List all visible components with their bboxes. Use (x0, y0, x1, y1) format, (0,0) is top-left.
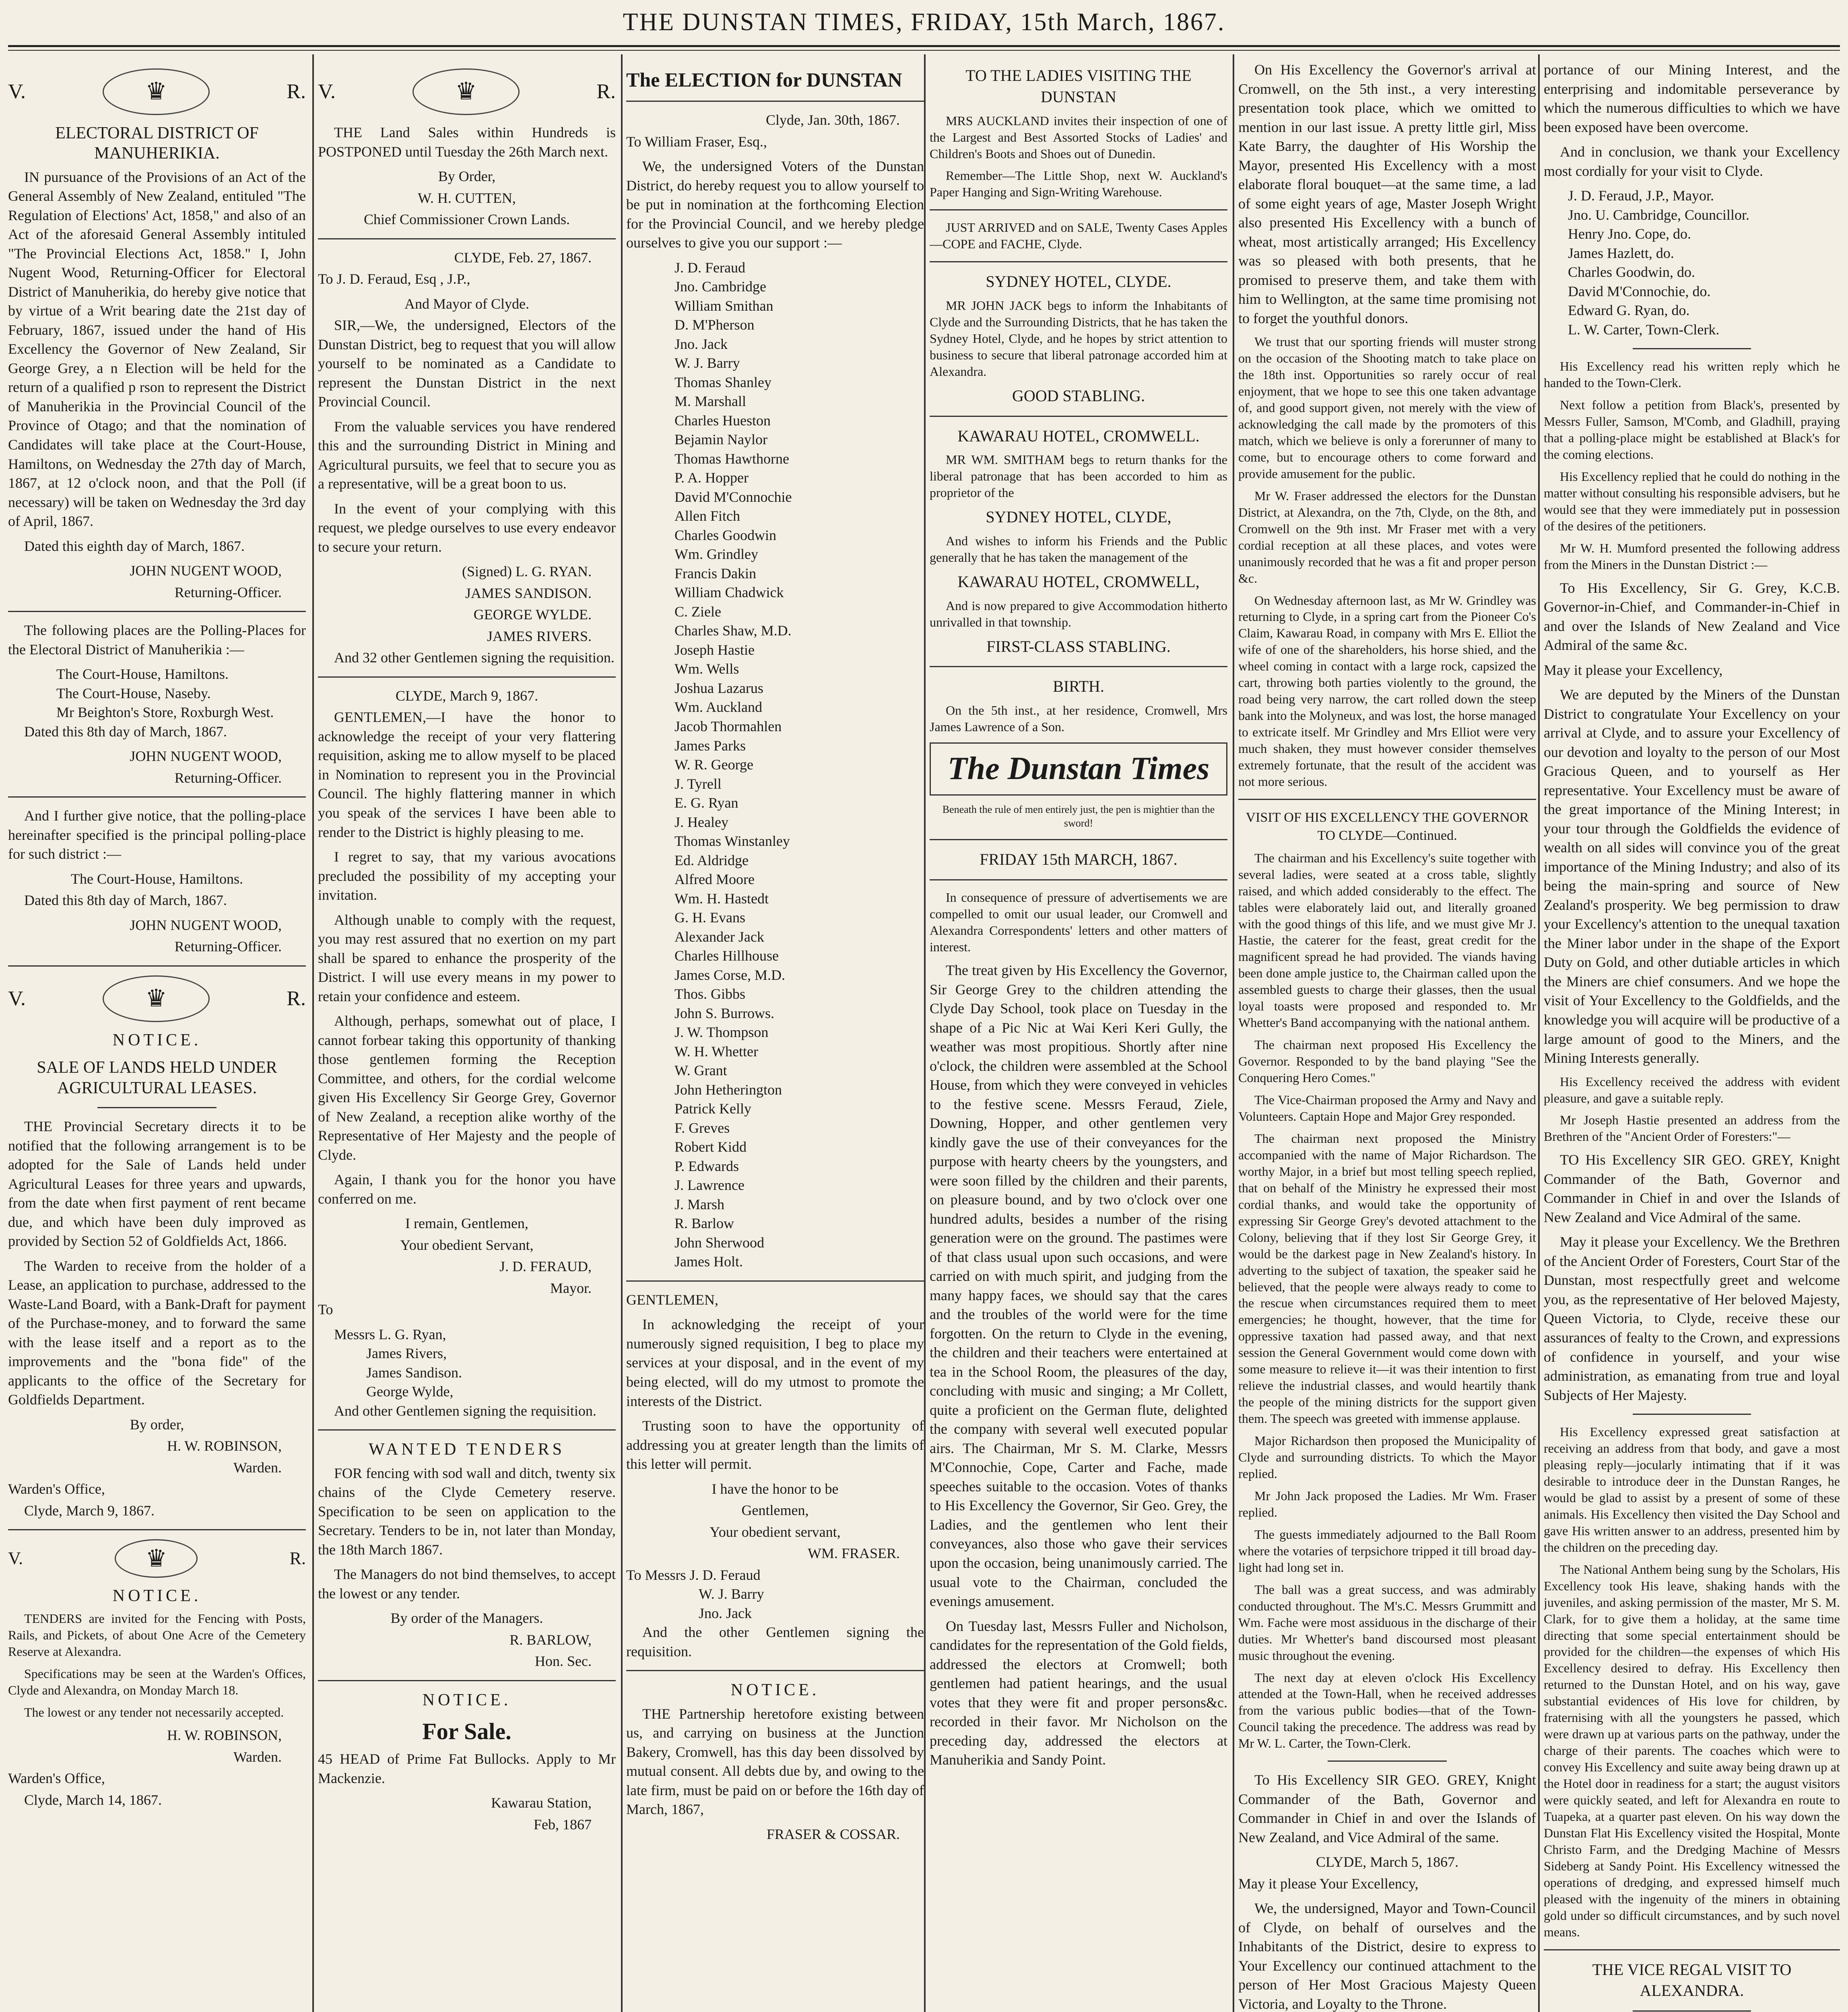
separator (930, 666, 1227, 667)
signatory-name: J. Healey (674, 814, 728, 830)
signature: GEORGE WYLDE. (473, 606, 592, 623)
signatory-name: William Smithan (674, 297, 773, 314)
editorial-paragraph: In consequence of pressure of advertisements we are compelled to omit our usual leader, our Cromwell and Alexandra Correspondents' letters and other matters of interest. (930, 890, 1227, 954)
signatory-name: J. Tyrell (674, 775, 722, 792)
signatory-name: Allen Fitch (674, 508, 740, 524)
royal-crest (318, 68, 616, 115)
signatory-name: Robert Kidd (674, 1139, 747, 1155)
separator (8, 796, 306, 798)
signatory-name: Thos. Gibbs (674, 986, 746, 1002)
signatory-name: Jno. U. Cambridge, Councillor. (1568, 206, 1749, 223)
article-paragraph: The National Anthem being sung by the Scholars, His Excellency took His leave, shaking hands with the juveniles, and asking permission of the master, Mr S. M. Clark, for to give them a holiday, at the same time directing that some special entertainment should be provided for the children—the expenses of which His Excellency desired to defray. His Excellency then returned to the Dunstan Hotel, and on his way, gave substantial evidences of His love for children, by fraternising with all the youngsters he passed, which were drawn up at various parts on the pathway, under the charge of their parents. The coaches which were to convey His Excellency and suite away being drawn up at the Hotel door in readiness for a start; the august visitors were quickly seated, and left for Alexandra en route to Tuapeka, at a quarter past eleven. On his way down the Dunstan Flat His Excellency visited the Hospital, Monte Christo Farm, and the Dredging Machine of Messrs Sideberg at Sandy Point. His Excellency witnessed the operations of dredging, and expressed himself much pleased with the ingenuity of the miners in obtaining gold under so difficult circumstances, and by such novel means. (1544, 1562, 1840, 1939)
list-item: The Court-House, Naseby. (56, 685, 211, 701)
column-rule (1538, 54, 1540, 2012)
signatory-name: Thomas Shanley (674, 374, 771, 390)
section-heading: KAWARAU HOTEL, CROMWELL. (957, 427, 1200, 445)
article-paragraph: The next day at eleven o'clock His Excellency attended at the Town-Hall, when he received addresses from the various public bodies—that of the Town-Council taking the precedence. The address was read by Mr W. L. Carter, the Town-Clerk. (1238, 1670, 1536, 1751)
editorial-paragraph: The treat given by His Excellency the Governor, Sir George Grey to the children attending the Clyde Day School, took place on Tuesday in the shape of a Pic Nic at Wai Keri Keri Gully, the weather was most propitious. Shortly after nine o'clock, the children were assembled at the School House, from which they were conveyed in vehicles to the festive scene. Messrs Feraud, Ziele, Downing, Hopper, and other gentlemen very kindly gave the use of their conveyances for the purpose with hearty cheers by the youngsters, and were soon filled by the children and their parents, on pleasure bound, and by two o'clock over one hundred adults, besides a number of the rising generation were on the ground. The pastimes were of that class usual upon such occasions, and were carried on with much spirit, and judging from the many happy faces, we should say that the cares and the troubles of the world were for the time forgotten. On the return to Clyde in the evening, the children and their teachers were entertained at tea in the School Room, the pleasures of the day, concluding with music and singing; a Mr Collett, quite a proficient on the German flute, delighted the company with several well executed popular airs. The Chairman, Mr S. M. Clarke, Messrs M'Connochie, Cope, Carter and Fache, made speeches suitable to the occasion. Votes of thanks to His Excellency the Governor, Sir Geo. Grey, the Ladies, and the gentlemen who lent their conveyances, also those who gave their services upon the occasion, being unanimously carried. The usual vote to the Chairman, concluded the evenings amusement. (930, 962, 1227, 1610)
article-paragraph: His Excellency read his written reply which he handed to the Town-Clerk. (1544, 359, 1840, 390)
section-heading: SYDNEY HOTEL, CLYDE. (986, 272, 1172, 291)
article-paragraph: On Wednesday afternoon last, as Mr W. Grindley was returning to Clyde, in a spring cart from the Pioneer Co's Claim, Kawarau Road, in company with Mrs E. Elliot the wife of one of the shareholders, his horse shied, and the wheel coming in contact with a large rock, capsized the cart, throwing both parties violently to the ground, the road being very narrow, the cart rolled down the steep bank into the Molyneux, and was lost, the horse managed to extricate itself. Mr Grindley and Mrs Elliot were very much shaken, they must however consider themselves extremely fortunate, that the result of the accident was not more serious. (1238, 593, 1536, 789)
addressee: Jno. Jack (699, 1605, 752, 1621)
advert-body: JUST ARRIVED and on SALE, Twenty Cases Apples—COPE and FACHE, Clyde. (930, 220, 1227, 252)
royal-crest (8, 68, 306, 115)
addressee: To J. D. Feraud, Esq , J.P., (318, 271, 470, 287)
signature: J. D. FERAUD, (499, 1258, 592, 1275)
polling-places-list (8, 665, 306, 722)
letter-body: I regret to say, that my various avocations precluded the possibility of my accepting your invitation. (318, 849, 616, 903)
separator (930, 879, 1227, 880)
article-paragraph: The Vice-Chairman proposed the Army and Navy and Volunteers. Captain Hope and Major Grey responded. (1238, 1093, 1536, 1124)
article-paragraph: The chairman next proposed the Ministry accompanied with the name of Major Richardson. The worthy Major, in a brief but most telling speech replied, that on behalf of the Ministry he expressed their most cordial thanks, and would take the opportunity of expressing Sir George Grey's devoted attachment to the Colony, believing that if they lost Sir George Grey, it would be the darkest page in New Zealand's history. In adverting to the subject of taxation, the speaker said he believed, that the people were always ready to come to the rescue when circumstances required them to meet emergencies; he thought, however, that the time for oppressive taxation had passed away, and that next session the General Government would come down with some measure to relieve it—it was their intention to first relieve the industrial classes, and would heartily thank the people of the mining districts for the support given them. The speech was greeted with immense applause. (1238, 1131, 1536, 1426)
separator (1328, 1760, 1447, 1762)
advert-body: MR WM. SMITHAM begs to return thanks for the liberal patronage that has been accorded to him as proprietor of the (930, 452, 1227, 500)
address-body: We are deputed by the Miners of the Dunstan District to congratulate Your Excellency on your arrival at Clyde, and to assure your Excellency of our devotion and loyalty to the person of our Most Gracious Queen, and to yourself as Her representative. Your Excellency must be aware of the great importance of the Mining Interest; in your tour through the Goldfields the evidence of wealth on all sides will convince you of the great importance of the Mining Industry; and also of its being the main-spring and source of New Zealand's prosperity. We beg permission to draw your Excellency's attention to the unequal taxation the Miner labor under in the shape of the Export Duty on Gold, and other dutiable articles in which the Miners are chief consumers. And we hope the visit of Your Excellency to the Goldfields, and the knowledge you will acquire will be productive of a large amount of good to the Miners, and the Mining Interests generally. (1544, 686, 1840, 1066)
signatory-name: Charles Hueston (674, 412, 771, 429)
signatory-name: D. M'Pherson (674, 317, 755, 333)
signatory-name: James Corse, M.D. (674, 967, 785, 983)
royal-arms-icon: ♛ (103, 975, 210, 1022)
by-order: By Order, (438, 168, 496, 185)
dated-line: CLYDE, March 9, 1867. (395, 687, 538, 704)
section-heading: ELECTORAL DISTRICT OF MANUHERIKIA. (55, 124, 259, 163)
signature-title: Warden. (233, 1459, 282, 1476)
article-paragraph: Mr W. H. Mumford presented the following address from the Miners in the Dunstan District :— (1544, 540, 1840, 572)
signatory-name: Wm. Wells (674, 661, 739, 677)
column-rule (1233, 54, 1234, 2012)
section-heading: SYDNEY HOTEL, CLYDE, (986, 508, 1172, 526)
list-item: Mr Beighton's Store, Roxburgh West. (56, 704, 274, 721)
signatory-name: John Sherwood (674, 1234, 764, 1251)
column-rule (924, 54, 926, 2012)
newspaper-masthead: The Dunstan Times (930, 742, 1227, 796)
masthead-motto: Beneath the rule of men entirely just, the pen is mightier than the sword! (942, 803, 1215, 829)
signature: (Signed) L. G. RYAN. (462, 563, 592, 580)
column-3 (626, 60, 924, 2012)
signatory-name: Jno. Jack (674, 336, 728, 352)
section-heading: GOOD STABLING. (1012, 386, 1145, 405)
by-order: By order of the Managers. (390, 1610, 543, 1627)
signatory-name: Alexander Jack (674, 928, 764, 945)
signature: JAMES RIVERS. (487, 628, 592, 644)
section-heading: The ELECTION for DUNSTAN (626, 68, 902, 91)
notice-body: THE Land Sales within Hundreds is POSTPONED until Tuesday the 26th March next. (318, 124, 616, 160)
signature: H. W. ROBINSON, (167, 1438, 282, 1454)
signatories-list (1544, 186, 1840, 339)
signatory-name: J. Marsh (674, 1196, 724, 1212)
office-line: Warden's Office, (8, 1481, 105, 1497)
signatory-name: Joshua Lazarus (674, 680, 763, 696)
signatories-list (626, 258, 924, 1272)
notice-body: The Managers do not bind themselves, to accept the lowest or any tender. (318, 1566, 616, 1602)
signature-title: Hon. Sec. (535, 1653, 592, 1670)
notice-body: The Warden to receive from the holder of a Lease, an application to purchase, addressed to the Waste-Land Board, with a Bank-Draft for payment of the Purchase-money, and to forward the same with the lease itself and a report as to the improvements and the "bona fide" of the applicants to the office of the Secretary for Goldfields Department. (8, 1258, 306, 1408)
editorial-paragraph: On Tuesday last, Messrs Fuller and Nicholson, candidates for the representation of the Gold fields, addressed the electors at Cromwell; both gentlemen had patient hearings, and the usual votes that they were fit and proper persons&c. recorded in their favor. Mr Nicholson on the preceding day, addressed the electors at Manuherikia and Sandy Point. (930, 1618, 1227, 1768)
letter-body: And other Gentlemen signing the requisition. (334, 1402, 596, 1419)
separator (930, 416, 1227, 417)
signatory-name: Alfred Moore (674, 871, 755, 888)
section-heading: FIRST-CLASS STABLING. (986, 637, 1171, 656)
signatory-name: G. H. Evans (674, 909, 745, 926)
article-paragraph: His Excellency received the address with evident pleasure, and gave a suitable reply. (1544, 1074, 1840, 1105)
crest-v-label: V. (8, 987, 26, 1010)
column-rule (312, 54, 314, 2012)
separator (318, 238, 616, 239)
address-body: We, the undersigned, Mayor and Town-Council of Clyde, on behalf of ourselves and the Inhabitants of the District, desire to express to Your Excellency our continued attachment to the person of Her Most Gracious Majesty Queen Victoria, and Loyalty to the Throne. (1238, 1900, 1536, 2012)
separator (1633, 1414, 1751, 1415)
article-paragraph: We trust that our sporting friends will muster strong on the occasion of the Shooting match to take place on the 18th inst. Opportunities so rarely occur of real enjoyment, that we hope to see this one taken advantage of, and good support given, not merely with the view of acknowledging the call made by the promoters of this match, which we believe is only a forerunner of many to come, but to encourage others to come forward and provide amusement for the public. (1238, 334, 1536, 481)
newspaper-header-title: THE DUNSTAN TIMES, FRIDAY, 15th March, 1867. (623, 8, 1225, 36)
notice-body: The lowest or any tender not necessarily accepted. (24, 1705, 284, 1719)
signatory-name: Patrick Kelly (674, 1101, 751, 1117)
separator (1633, 2010, 1751, 2012)
section-heading: SALE OF LANDS HELD UNDER AGRICULTURAL LEASES. (37, 1058, 277, 1097)
header-rule (8, 45, 1840, 47)
letter-body: We, the undersigned Voters of the Dunstan District, do hereby request you to allow yourself to be put in nomination at the forthcoming Election for the Provincial Council, and we hereby pledge ourselves to give you our support :— (626, 158, 924, 251)
article-paragraph: His Excellency expressed great satisfaction at receiving an address from that body, and gave a most pleasing reply—jocularly intimating that if it was desirable to introduce deer in the Dunstan Ranges, he would be glad to assist by a present of some of these animals. His Excellency then visited the Day School and gave His written answer to an address, presented him by the children on the preceding day. (1544, 1424, 1840, 1554)
advert-body: And is now prepared to give Accommodation hitherto unrivalled in that township. (930, 598, 1227, 629)
advert-body: On the 5th inst., at her residence, Cromwell, Mrs James Lawrence of a Son. (930, 703, 1227, 734)
dateline: FRIDAY 15th MARCH, 1867. (980, 850, 1178, 869)
crest-v-label: V. (318, 80, 336, 103)
addressee-list (318, 1325, 616, 1402)
signatory-name: Thomas Hawthorne (674, 450, 789, 467)
signatory-name: L. W. Carter, Town-Clerk. (1568, 321, 1720, 338)
signature: H. W. ROBINSON, (167, 1727, 282, 1744)
addressee: To Messrs J. D. Feraud (626, 1567, 761, 1583)
letter-body: In the event of your complying with this request, we pledge ourselves to use every endeavor to secure your return. (318, 500, 616, 555)
office-line: Warden's Office, (8, 1770, 105, 1787)
column-6 (1544, 60, 1840, 2012)
signatory-name: Bejamin Naylor (674, 431, 767, 448)
crest-v-label: V. (8, 80, 26, 103)
signatory-name: J. D. Feraud, J.P., Mayor. (1568, 188, 1714, 204)
signatory-name: J. W. Thompson (674, 1024, 769, 1041)
separator (930, 839, 1227, 840)
section-heading: THE VICE REGAL VISIT TO ALEXANDRA. (1592, 1960, 1792, 2000)
separator (626, 1670, 924, 1671)
royal-arms-icon: ♛ (103, 68, 210, 115)
column-4 (930, 60, 1227, 2012)
signatory-name: Wm. Grindley (674, 546, 758, 563)
signatory-name: Jno. Cambridge (674, 278, 766, 295)
closing: I have the honor to be (712, 1480, 839, 1497)
signatory-name: David M'Connochie (674, 489, 792, 505)
letter-body: Again, I thank you for the honor you have conferred on me. (318, 1171, 616, 1207)
signatory-name: E. G. Ryan (674, 795, 738, 811)
section-heading: BIRTH. (1053, 677, 1104, 696)
signatory-name: William Chadwick (674, 584, 784, 601)
notice-body: The following places are the Polling-Places for the Electoral District of Manuherikia :— (8, 622, 306, 658)
signature: JOHN NUGENT WOOD, (130, 748, 282, 765)
signatory-name: Francis Dakin (674, 565, 756, 581)
separator (626, 101, 924, 102)
letter-body: Trusting soon to have the opportunity of addressing you at greater length than the limits of this letter will permit. (626, 1418, 924, 1472)
signatory-name: P. Edwards (674, 1158, 739, 1174)
article-paragraph: Mr John Jack proposed the Ladies. Mr Wm. Fraser replied. (1238, 1488, 1536, 1519)
article-paragraph: Major Richardson then proposed the Municipality of Clyde and surrounding districts. To which the Mayor replied. (1238, 1433, 1536, 1481)
letter-body: And 32 other Gentlemen signing the requisition. (334, 649, 615, 666)
article-paragraph: His Excellency replied that he could do nothing in the matter without consulting his responsible advisers, but he would see that they were immediately put in possession of the desires of the petitioners. (1544, 469, 1840, 533)
column-2 (318, 60, 616, 2012)
signature: JOHN NUGENT WOOD, (130, 563, 282, 579)
column-5 (1238, 60, 1536, 2012)
letter-body: And the other Gentlemen signing the requisition. (626, 1624, 924, 1659)
crest-v-label: V. (8, 1548, 23, 1569)
crest-r-label: R. (596, 80, 616, 103)
article-paragraph: The guests immediately adjourned to the Ball Room where the votaries of terpsichore tripped it till broad day-light had long set in. (1238, 1527, 1536, 1575)
signatory-name: J. Lawrence (674, 1177, 745, 1194)
article-paragraph: Mr Joseph Hastie presented an address from the Brethren of the "Ancient Order of Foresters:"— (1544, 1113, 1840, 1144)
column-1 (8, 60, 306, 2012)
signatory-name: J. D. Feraud (674, 259, 745, 276)
separator (1238, 799, 1536, 800)
header-rule-thin (8, 50, 1840, 51)
crest-r-label: R. (289, 1548, 306, 1569)
signatory-name: Charles Goodwin (674, 527, 776, 543)
list-item: George Wylde, (366, 1383, 454, 1400)
address-body: And in conclusion, we thank your Excellency most cordially for your visit to Clyde. (1544, 144, 1840, 179)
separator (8, 1529, 306, 1530)
section-heading: VISIT OF HIS EXCELLENCY THE GOVERNOR TO CLYDE—Continued. (1246, 810, 1529, 843)
signatory-name: James Holt. (674, 1253, 743, 1270)
royal-arms-icon: ♛ (412, 68, 520, 115)
signatory-name: W. R. George (674, 757, 753, 773)
notice-body: FOR fencing with sod wall and ditch, twenty six chains of the Clyde Cemetery reserve. Specification to be seen on application to the Secretary. Tenders to be in, not later than Monday, the 18th March 1867. (318, 1465, 616, 1558)
notice-body: TENDERS are invited for the Fencing with Posts, Rails, and Pickets, of about One Acre of the Cemetery Reserve at Alexandra. (8, 1611, 306, 1659)
separator (318, 1680, 616, 1681)
signatory-name: John Hetherington (674, 1081, 782, 1098)
advert-body: MRS AUCKLAND invites their inspection of one of the Largest and Best Assorted Stocks of Ladies' and Children's Boots and Shoes out of Dunedin. (930, 113, 1227, 161)
addressee: To (318, 1301, 333, 1318)
crest-r-label: R. (287, 987, 306, 1010)
letter-body: SIR,—We, the undersigned, Electors of the Dunstan District, beg to request that you will allow yourself to be nominated as a Candidate to represent the Dunstan District in the next Provincial Council. (318, 317, 616, 410)
list-item: The Court-House, Hamiltons. (56, 666, 229, 682)
separator (626, 1280, 924, 1282)
signatory-name: James Hazlett, do. (1568, 245, 1674, 261)
closing: Your obedient Servant, (400, 1237, 534, 1253)
signatory-name: P. A. Hopper (674, 470, 749, 486)
signatory-name: M. Marshall (674, 393, 746, 410)
signatory-name: Henry Jno. Cope, do. (1568, 226, 1691, 242)
letter-body: From the valuable services you have rendered this and the surrounding District in Mining and Agricultural pursuits, we feel that to secure you as a representative, will be a great boon to us. (318, 418, 616, 492)
for-sale-heading: For Sale. (422, 1718, 512, 1745)
separator (318, 1429, 616, 1431)
notice-title: NOTICE. (112, 1587, 202, 1606)
by-order: By order, (130, 1416, 184, 1433)
signatory-name: Charles Goodwin, do. (1568, 264, 1695, 280)
letter-body: GENTLEMEN,—I have the honor to acknowledge the receipt of your very flattering requisition, asking me to allow myself to be placed in Nomination to represent you in the Provincial Council. The highly flattering manner in which you speak of the services I have been able to render to the District is highly pleasing to me. (318, 709, 616, 840)
separator (8, 611, 306, 612)
signatory-name: Edward G. Ryan, do. (1568, 302, 1690, 319)
signatory-name: Jacob Thormahlen (674, 718, 782, 734)
dated-line: Clyde, Jan. 30th, 1867. (766, 112, 900, 128)
signatory-name: James Parks (674, 737, 746, 754)
closing: I remain, Gentlemen, (405, 1215, 528, 1232)
notice-body: Specifications may be seen at the Warden's Offices, Clyde and Alexandra, on Monday March 18. (8, 1666, 306, 1697)
list-item: Messrs L. G. Ryan, (334, 1326, 446, 1342)
separator (1544, 1949, 1840, 1950)
salutation: GENTLEMEN, (626, 1291, 718, 1308)
signatory-name: Thomas Winstanley (674, 833, 790, 849)
section-heading: KAWARAU HOTEL, CROMWELL, (957, 572, 1200, 591)
article-paragraph: The ball was a great success, and was admirably conducted throughout. The M's.C. Messrs Grummitt and Wm. Fache were most assiduous in the discharge of their duties. Mr Whetter's band discoursed most pleasant music throughout the evening. (1238, 1582, 1536, 1663)
signatory-name: W. J. Barry (674, 355, 740, 371)
article-paragraph: The chairman next proposed His Excellency the Governor. Responded to by the band playing "See the Conquering Hero Comes." (1238, 1037, 1536, 1085)
column-rule (621, 54, 623, 2012)
separator (8, 965, 306, 967)
signature: JOHN NUGENT WOOD, (130, 917, 282, 933)
list-item: James Rivers, (366, 1345, 447, 1362)
section-heading: WANTED TENDERS (368, 1440, 565, 1459)
separator (930, 209, 1227, 210)
signatory-name: Wm. H. Hastedt (674, 890, 769, 907)
signatory-name: Ed. Aldridge (674, 852, 749, 868)
signatory-name: Charles Hillhouse (674, 948, 779, 964)
signatory-name: W. Grant (674, 1062, 727, 1079)
principal-place: The Court-House, Hamiltons. (71, 870, 243, 887)
notice-title: NOTICE. (730, 1681, 820, 1700)
advert-body: Remember—The Little Shop, next W. Auckland's Paper Hanging and Sign-Writing Warehouse. (930, 168, 1227, 200)
signature: FRASER & COSSAR. (766, 1826, 900, 1842)
notice-body: THE Partnership heretofore existing between us, and carrying on business at the Junction Bakery, Cromwell, has this day been dissolved by mutual consent. All debts due by, and owing to the late firm, must be paid on or before the 16th day of March, 1867, (626, 1705, 924, 1818)
salutation: May it please Your Excellency, (1238, 1875, 1419, 1892)
office-line: Clyde, March 9, 1867. (24, 1502, 155, 1519)
dated-line: Dated this eighth day of March, 1867. (24, 538, 245, 554)
section-heading: TO THE LADIES VISITING THE DUNSTAN (965, 66, 1192, 106)
notice-title: NOTICE. (422, 1691, 512, 1709)
signatory-name: R. Barlow (674, 1215, 734, 1232)
signature: JAMES SANDISON. (465, 585, 592, 601)
letter-body: In acknowledging the receipt of your numerously signed requisition, I beg to place my services at your disposal, and in the event of my being elected, will do my utmost to promote the interests of the District. (626, 1316, 924, 1409)
signature: WM. FRASER. (807, 1545, 900, 1562)
addressee: And Mayor of Clyde. (404, 295, 529, 312)
closing: Your obedient servant, (710, 1523, 841, 1540)
addressee: W. J. Barry (699, 1586, 764, 1602)
article-paragraph: Mr W. Fraser addressed the electors for the Dunstan District, at Alexandra, on the 7th, Clyde, on the 8th, and Cromwell on the 9th inst. Mr Fraser met with a very cordial reception at all these places, and votes were unanimously recorded that he was a fit and proper person &c. (1238, 488, 1536, 585)
dated-line: Dated this 8th day of March, 1867. (24, 892, 227, 909)
office-line: Clyde, March 14, 1867. (24, 1792, 162, 1808)
separator (318, 676, 616, 678)
letter-body: Although, perhaps, somewhat out of place, I cannot forbear taking this opportunity of thanking those gentlemen forming the Reception Committee, and others, for the cordial welcome given His Excellency Sir George Grey, Governor of New Zealand, a reception alike worthy of the Representative of Her Majesty and the people of Clyde. (318, 1013, 616, 1163)
signature-title: Warden. (233, 1748, 282, 1765)
salutation: May it please your Excellency, (1544, 662, 1723, 678)
address-body: May it please your Excellency. We the Brethren of the Ancient Order of Foresters, Court Star of the Dunstan, most respectfully greet and welcome you, as the representative of Her beloved Majesty, Queen Victoria, to Clyde, receive these our assurances of fealty to the Crown, and expressions of confidence in yourself, and your wise administration, as emanating from true and loyal Subjects of Her Majesty. (1544, 1234, 1840, 1403)
notice-body: And I further give notice, that the polling-place hereinafter specified is the principal polling-place for such district :— (8, 808, 306, 862)
closing: Gentlemen, (741, 1502, 809, 1519)
dated-line: Dated this 8th day of March, 1867. (24, 723, 227, 740)
separator (930, 261, 1227, 262)
notice-body: 45 HEAD of Prime Fat Bullocks. Apply to Mr Mackenzie. (318, 1750, 616, 1786)
page-header (0, 0, 1848, 44)
signatory-name: F. Greves (674, 1119, 730, 1136)
signature: W. H. CUTTEN, (418, 190, 516, 206)
signatory-name: John S. Burrows. (674, 1005, 775, 1021)
separator (97, 1107, 217, 1108)
address-body: portance of our Mining Interest, and the enterprising and indomitable perseverance by which the numerous difficulties to which we have been exposed have been overcome. (1544, 62, 1840, 135)
signatory-name: David M'Connochie, do. (1568, 283, 1711, 299)
signatory-name: W. H. Whetter (674, 1043, 758, 1060)
signature-title: Returning-Officer. (174, 584, 282, 600)
signatory-name: Joseph Hastie (674, 641, 755, 658)
notice-title: NOTICE. (112, 1031, 202, 1049)
signatory-name: C. Ziele (674, 603, 721, 620)
address-heading: TO His Excellency SIR GEO. GREY, Knight Commander of the Bath, Governor and Commander in Chief in and over the Islands of New Zealand and Vice Admiral of the same. (1544, 1152, 1840, 1225)
notice-body: THE Provincial Secretary directs it to be notified that the following arrangement is to be adopted for the Sale of Lands held under Agricultural Leases for three years and upwards, from the date when first payment of rent became due, and which have been duly improved as provided by Section 52 of Goldfields Act, 1866. (8, 1118, 306, 1249)
signature-title: Mayor. (550, 1280, 592, 1296)
article-paragraph: On His Excellency the Governor's arrival at Cromwell, on the 5th inst., a very interesting presentation took place, which we omitted to mention in our last issue. A pretty little girl, Miss Kate Barry, the daughter of His Worship the Mayor, presented His Excellency with a most elaborate floral bouquet—at the same time, a lad of some eight years of age, Master Joseph Wright also presented His Excellency with a bunch of wheat, most artistically arranged; His Excellency was so pleased with both presents, that he promised to preserve them, and take them with him to Wellington, at the same time promising not to forget the youthful donors. (1238, 62, 1536, 326)
dated-line: CLYDE, Feb. 27, 1867. (454, 249, 592, 266)
crest-r-label: R. (287, 80, 306, 103)
signature-title: Returning-Officer. (174, 938, 282, 955)
separator (1633, 348, 1751, 349)
dated-line: CLYDE, March 5, 1867. (1316, 1854, 1459, 1870)
address-heading: To His Excellency, Sir G. Grey, K.C.B. Governor-in-Chief, and Commander-in-Chief in and over the Islands of New Zealand and Vice Admiral of the same &c. (1544, 579, 1840, 653)
letter-body: Although unable to comply with the request, you may rest assured that no exertion on my part shall be spared to enhance the prosperity of the District. I will use every means in my power to retain your confidence and esteem. (318, 911, 616, 1004)
signature-title: Chief Commissioner Crown Lands. (364, 211, 570, 228)
signatory-name: Wm. Auckland (674, 699, 762, 715)
signature-title: Returning-Officer. (174, 769, 282, 786)
signature-title: Feb, 1867 (534, 1816, 592, 1833)
addressee: To William Fraser, Esq., (626, 133, 767, 150)
royal-arms-icon: ♛ (115, 1539, 198, 1578)
address-heading: To His Excellency SIR GEO. GREY, Knight Commander of the Bath, Governor and Commander in Chief in and over the Islands of New Zealand, and Vice Admiral of the same. (1238, 1772, 1536, 1845)
signatory-name: Charles Shaw, M.D. (674, 623, 792, 639)
signature: R. BARLOW, (509, 1631, 592, 1648)
advert-body: MR JOHN JACK begs to inform the Inhabitants of Clyde and the Surrounding Districts, that he has taken the Sydney Hotel, Clyde, and he hopes by strict attention to business to secure that liberal patronage accorded him at Alexandra. (930, 298, 1227, 379)
list-item: James Sandison. (366, 1364, 462, 1381)
article-paragraph: The chairman and his Excellency's suite together with several ladies, were seated at a cross table, slightly raised, and which added considerably to the effect. The tables were elaborately laid out, and literally groaned with the good things of this life, and we must give Mr J. Hastie, the caterer for the feast, great credit for the magnificent spread he had provided. The viands having been done ample justice to, the Chairman called upon the assembled guests to charge their glasses, then the usual loyal toasts were proposed and responded to. Mr Whetter's Band accompanying with the national anthem. (1238, 850, 1536, 1030)
notice-body: IN pursuance of the Provisions of an Act of the General Assembly of New Zealand, entituled "The Regulation of Elections' Act, 1858," and also of an Act of the aforesaid General Assembly intituled "The Provincial Elections Act, 1858." I, John Nugent Wood, Returning-Officer for Electoral District of Manuherikia, do hereby give notice that by virtue of a Writ bearing date the 21st day of February, 1867, issued under the hand of His Excellency the Governor of New Zealand, Sir George Grey, a n Election will be held for the return of a qualified p rson to represent the District of Manuherikia in the Provincial Council of the Province of Otago; and that the nomination of Candidates will take place at the Court-House, Hamiltons, on Wednesday the 27th day of March, 1867, at 12 o'clock noon, and that the Poll (if necessary) will be taken on Wednesday the 3rd day of April, 1867. (8, 169, 306, 530)
article-paragraph: Next follow a petition from Black's, presented by Messrs Fuller, Samson, M'Comb, and Gladhill, praying that a polling-place might be established at Black's for the coming elections. (1544, 398, 1840, 462)
royal-crest (8, 975, 306, 1022)
signature: Kawarau Station, (491, 1795, 592, 1811)
royal-crest (8, 1539, 306, 1578)
advert-body: And wishes to inform his Friends and the Public generally that he has taken the management of the (930, 534, 1227, 565)
